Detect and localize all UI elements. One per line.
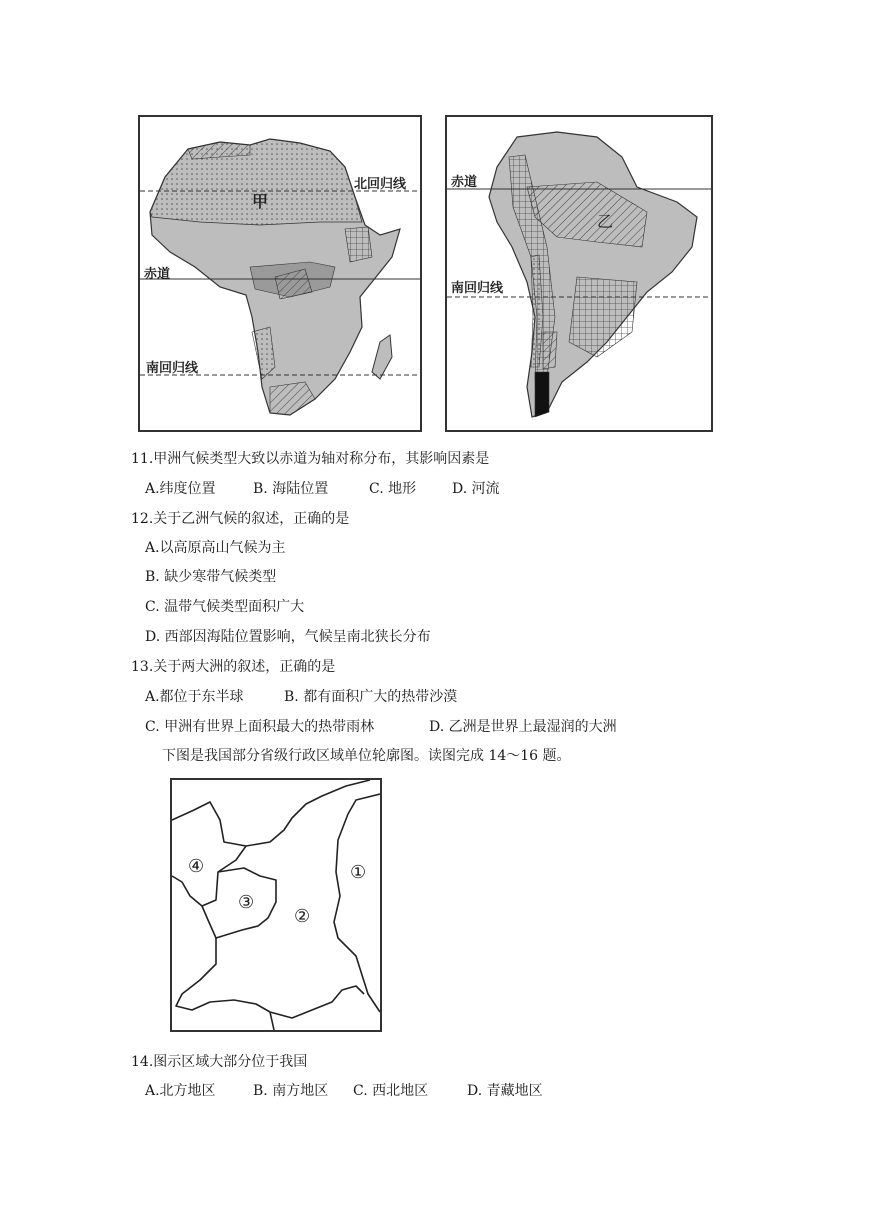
region-label-2: ② <box>294 906 311 927</box>
region-label-1: ① <box>350 862 367 883</box>
south-america-map-graphic <box>447 117 711 430</box>
sa-south-tropic-label: 南回归线 <box>451 281 504 296</box>
africa-north-tropic-label: 北回归线 <box>354 177 407 192</box>
province-outline-map <box>170 778 382 1032</box>
q11-option-a: A.纬度位置 <box>145 481 216 497</box>
q14-option-b: B. 南方地区 <box>253 1083 329 1099</box>
map-intro-text: 下图是我国部分省级行政区域单位轮廓图。读图完成 14～16 题。 <box>162 748 571 764</box>
question-13-stem: 13.关于两大洲的叙述，正确的是 <box>131 659 336 675</box>
q14-option-a: A.北方地区 <box>145 1083 216 1099</box>
africa-climate-map <box>138 115 422 432</box>
q12-option-c: C. 温带气候类型面积广大 <box>145 599 305 615</box>
q12-option-a: A.以高原高山气候为主 <box>145 540 286 556</box>
q11-option-d: D. 河流 <box>452 481 500 497</box>
africa-continent-label: 甲 <box>252 192 269 211</box>
region-2-bottom <box>176 938 364 1018</box>
sahara-desert <box>150 139 362 225</box>
africa-map-graphic <box>140 117 420 430</box>
region-2-top <box>246 780 370 846</box>
q13-option-c: C. 甲洲有世界上面积最大的热带雨林 <box>145 719 375 735</box>
q14-option-d: D. 青藏地区 <box>467 1083 543 1099</box>
question-11-stem: 11.甲洲气候类型大致以赤道为轴对称分布，其影响因素是 <box>131 451 490 467</box>
q14-option-c: C. 西北地区 <box>353 1083 429 1099</box>
q12-option-b: B. 缺少寒带气候类型 <box>145 569 277 585</box>
sa-equator-label: 赤道 <box>451 175 478 190</box>
question-14-stem: 14.图示区域大部分位于我国 <box>131 1054 308 1070</box>
africa-south-tropic-label: 南回归线 <box>146 361 199 376</box>
q11-option-b: B. 海陆位置 <box>253 481 329 497</box>
region-label-4: ④ <box>188 856 205 877</box>
q13-option-b: B. 都有面积广大的热带沙漠 <box>284 689 458 705</box>
region-4-boundary <box>172 802 246 906</box>
south-america-climate-map <box>445 115 713 432</box>
patagonia <box>535 372 549 417</box>
region-1-boundary <box>334 794 380 1012</box>
madagascar <box>372 335 392 379</box>
africa-equator-label: 赤道 <box>144 267 171 282</box>
question-12-stem: 12.关于乙洲气候的叙述，正确的是 <box>131 511 350 527</box>
q13-option-a: A.都位于东半球 <box>145 689 244 705</box>
region-label-3: ③ <box>238 892 255 913</box>
sa-continent-label: 乙 <box>597 212 614 231</box>
province-map-graphic <box>172 780 380 1030</box>
q13-option-d: D. 乙洲是世界上最湿润的大洲 <box>429 719 617 735</box>
q11-option-c: C. 地形 <box>369 481 417 497</box>
q12-option-d: D. 西部因海陆位置影响，气候呈南北狭长分布 <box>145 629 431 645</box>
